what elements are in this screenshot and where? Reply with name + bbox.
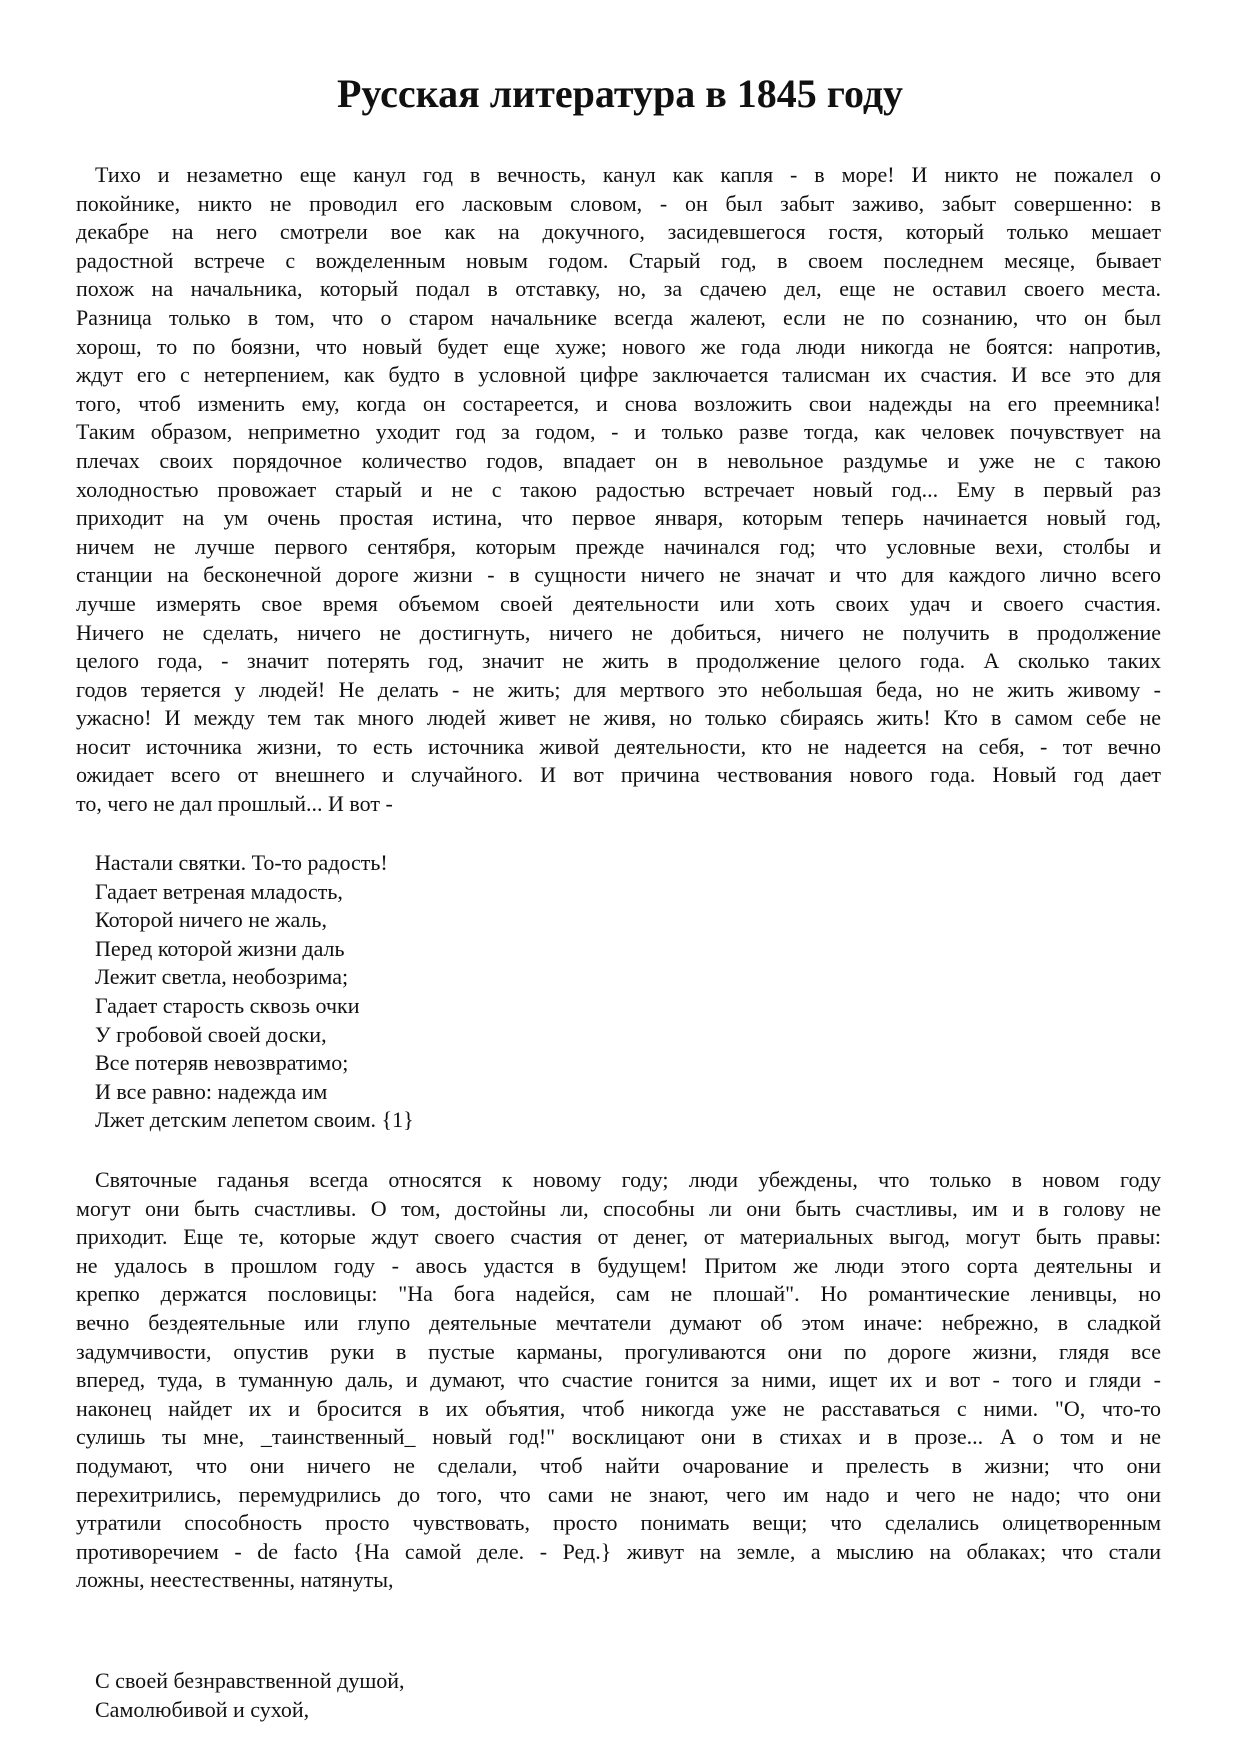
text-line: ничем не лучше первого сентября, которым прежде начинался год; что условные вехи, столбы и xyxy=(76,533,1161,559)
text-line: целого года, - значит потерять год, значит не жить в продолжение целого года. А сколько таких xyxy=(76,648,1161,674)
verse-1 xyxy=(76,849,1161,1135)
text-line: радостной встрече с вожделенным новым годом. Старый год, в своем последнем месяце, бывает xyxy=(76,247,1161,273)
text-line: ждут его с нетерпением, как будто в условной цифре заключается талисман их счастия. И все это для xyxy=(76,362,1161,388)
text-line: сулишь ты мне, _таинственный_ новый год!" восклицают они в стихах и в прозе... А о том и не xyxy=(76,1424,1161,1450)
text-line: противоречием - de facto {На самой деле. - Ред.} живут на земле, а мыслию на облаках; что стали xyxy=(76,1538,1161,1564)
text-line: крепко держатся пословицы: "На бога надейся, сам не плошай". Но романтические ленивцы, но xyxy=(76,1281,1161,1307)
text-line: Таким образом, неприметно уходит год за годом, - и только разве тогда, как человек почувствует на xyxy=(76,419,1161,445)
verse-line: И все равно: надежда им xyxy=(95,1078,328,1104)
text-line: плечах своих порядочное количество годов, впадает он в невольное раздумье и уже не с такою xyxy=(76,447,1161,473)
text-line: похож на начальника, который подал в отставку, но, за сдачею дел, еще не оставил своего места. xyxy=(76,276,1161,302)
text-line: холодностью провожает старый и не с такою радостью встречает новый год... Ему в первый раз xyxy=(76,476,1161,502)
text-line: приходит. Еще те, которые ждут своего счастия от денег, от материальных выгод, могут быть правы: xyxy=(76,1224,1161,1250)
text-line: Тихо и незаметно еще канул год в вечность, канул как капля - в море! И никто не пожалел о xyxy=(95,162,1161,187)
text-line: станции на бесконечной дороге жизни - в сущности ничего не значат и что для каждого лично всего xyxy=(76,562,1161,588)
text-line: не удалось в прошлом году - авось удастся в будущем! Притом же люди этого сорта деятельны и xyxy=(76,1252,1161,1278)
text-line: то, чего не дал прошлый... И вот - xyxy=(76,791,393,817)
text-line: того, чтоб изменить ему, когда он состареется, и снова возложить свои надежды на его преемника! xyxy=(76,390,1161,416)
text-line: Ничего не сделать, ничего не достигнуть, ничего не добиться, ничего не получить в продолжение xyxy=(76,619,1161,645)
verse-2 xyxy=(76,1667,1161,1724)
paragraph-1 xyxy=(76,161,1161,819)
text-line: Святочные гаданья всегда относятся к новому году; люди убеждены, что только в новом году xyxy=(95,1167,1161,1192)
verse-line: Лежит светла, необозрима; xyxy=(95,964,349,990)
text-line: перехитрились, перемудрились до того, что сами не знают, чего им надо и чего не надо; что они xyxy=(76,1481,1161,1507)
text-line: ожидает всего от внешнего и случайного. И вот причина чествования нового года. Новый год дает xyxy=(76,762,1161,788)
verse-line: Гадает старость сквозь очки xyxy=(95,992,360,1018)
text-line: декабре на него смотрели вое как на докучного, засидевшегося гостя, который только мешает xyxy=(76,219,1161,245)
text-line: могут они быть счастливы. О том, достойны ли, способны ли они быть счастливы, им и в голову не xyxy=(76,1195,1161,1221)
verse-line: Настали святки. То-то радость! xyxy=(95,850,388,875)
text-line: вечно бездеятельные или глупо деятельные мечтатели думают об этом иначе: небрежно, в сладкой xyxy=(76,1309,1161,1335)
verse-line: С своей безнравственной душой, xyxy=(95,1668,405,1693)
text-line: утратили способность просто чувствовать, просто понимать вещи; что сделались олицетворенным xyxy=(76,1510,1161,1536)
verse-line: У гробовой своей доски, xyxy=(95,1021,327,1047)
text-line: лучше измерять свое время объемом своей деятельности или хоть своих удач и своего счастия. xyxy=(76,590,1161,616)
paragraph-2 xyxy=(76,1166,1161,1595)
text-line: подумают, что они ничего не сделали, чтоб найти очарование и прелесть в жизни; что они xyxy=(76,1452,1161,1478)
text-line: ложны, неестественны, натянуты, xyxy=(76,1567,394,1593)
verse-line: Гадает ветреная младость, xyxy=(95,878,343,904)
text-line: ужасно! И между тем так много людей живет не живя, но только сбираясь жить! Кто в самом себе не xyxy=(76,705,1161,731)
verse-line: Которой ничего не жаль, xyxy=(95,907,327,933)
text-line: годов теряется у людей! Не делать - не жить; для мертвого это небольшая беда, но не жить живому - xyxy=(76,676,1161,702)
verse-line: Перед которой жизни даль xyxy=(95,935,345,961)
verse-line: Все потеряв невозвратимо; xyxy=(95,1050,349,1076)
text-line: вперед, туда, в туманную даль, и думают, что счастие гонится за ними, ищет их и вот - того и гляди - xyxy=(76,1367,1161,1393)
text-line: приходит на ум очень простая истина, что первое января, которым теперь начинается новый год, xyxy=(76,505,1161,531)
text-line: задумчивости, опустив руки в пустые карманы, прогуливаются они по дороге жизни, глядя все xyxy=(76,1338,1161,1364)
text-line: наконец найдет их и бросится в их объятия, чтоб никогда уже не расставаться с ними. "О, что-то xyxy=(76,1395,1161,1421)
text-line: Разница только в том, что о старом начальнике всегда жалеют, если не по сознанию, что он был xyxy=(76,304,1161,330)
verse-line: Самолюбивой и сухой, xyxy=(95,1696,310,1722)
text-line: покойнике, никто не проводил его ласковым словом, - он был забыт заживо, забыт совершенно: в xyxy=(76,190,1161,216)
text-line: носит источника жизни, то есть источника живой деятельности, кто не надеется на себя, - тот вечно xyxy=(76,733,1161,759)
verse-line: Лжет детским лепетом своим. {1} xyxy=(95,1107,414,1133)
text-line: хорош, то по боязни, что новый будет еще хуже; нового же года люди никогда не боятся: напротив, xyxy=(76,333,1161,359)
document-title: Русская литература в 1845 году xyxy=(336,71,904,116)
